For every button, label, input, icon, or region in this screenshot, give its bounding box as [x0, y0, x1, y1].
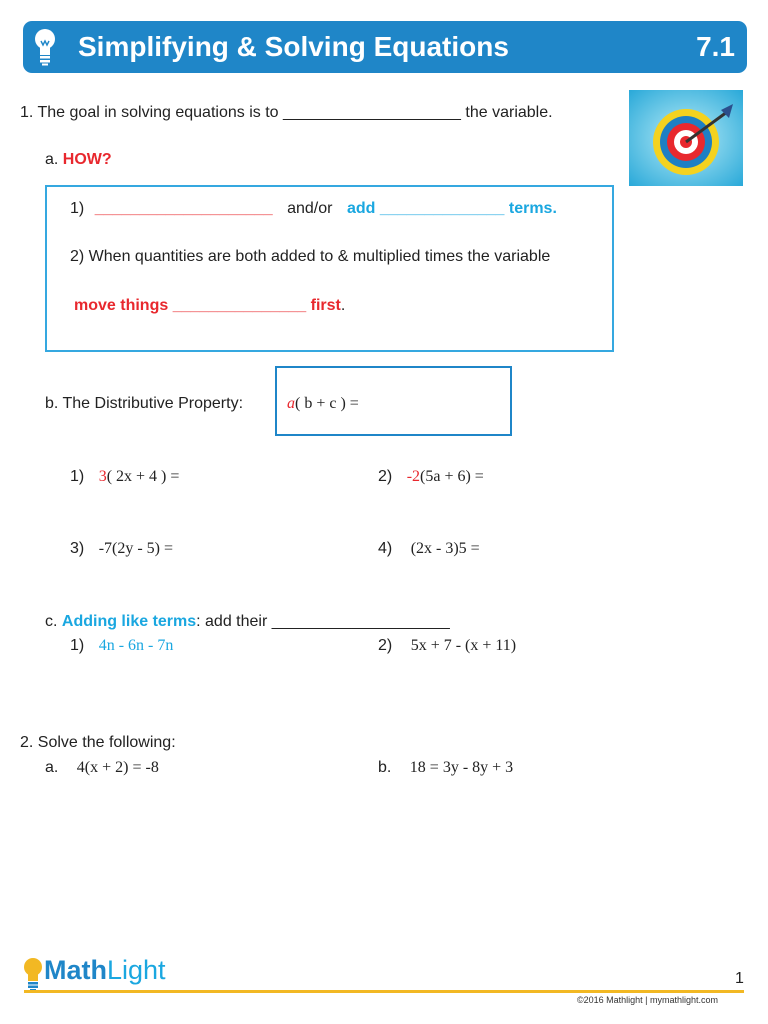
how-line-3-move: move things — [74, 297, 169, 314]
q1a-label: a. — [45, 151, 63, 168]
mathlight-logo — [44, 955, 166, 986]
page-number: 1 — [735, 970, 744, 987]
distributive-formula-rest: ( b + c ) = — [295, 395, 359, 412]
mathlight-logo-bulb-icon — [22, 957, 44, 991]
distributive-formula — [287, 395, 359, 413]
q1b-item-3-num: 3) — [70, 540, 85, 557]
q1a-row — [45, 151, 112, 169]
q1c-item-2 — [378, 637, 516, 655]
q1c-label: c. — [45, 613, 62, 630]
q1b-item-4-expr: (2x - 3)5 = — [410, 540, 480, 557]
target-image — [629, 90, 743, 186]
q1-prompt: 1. The goal in solving equations is to ____________________ the variable. — [20, 104, 553, 121]
q2-item-b — [378, 759, 513, 777]
q1b-item-2-rest: (5a + 6) = — [420, 468, 484, 485]
q1b-item-1 — [70, 468, 179, 486]
q1c-rest: : add their ____________________ — [196, 613, 450, 630]
how-line-3-period: . — [340, 297, 346, 314]
q1c-row — [45, 613, 450, 631]
section-number: 7.1 — [696, 31, 735, 62]
how-line-1-terms: terms. — [508, 200, 557, 217]
q2-prompt: 2. Solve the following: — [20, 734, 176, 751]
how-line-2: 2) When quantities are both added to & multiplied times the variable — [70, 248, 551, 265]
how-line-1 — [70, 200, 557, 218]
q1b-label: b. The Distributive Property: — [45, 395, 244, 412]
q2-item-a-label: a. — [45, 759, 59, 776]
q1c-item-2-expr: 5x + 7 - (x + 11) — [410, 637, 517, 654]
q1b-item-2-coef: -2 — [406, 468, 421, 485]
q1b-item-1-rest: ( 2x + 4 ) = — [106, 468, 180, 485]
q1b-item-4-num: 4) — [378, 540, 393, 557]
copyright: ©2016 Mathlight | mymathlight.com — [577, 995, 719, 1005]
q1c-item-1 — [70, 637, 173, 655]
lightbulb-icon — [33, 28, 57, 66]
q1c-item-1-num: 1) — [70, 637, 85, 654]
how-line-1-blank2: ______________ — [379, 200, 505, 217]
logo-light: Light — [107, 955, 166, 985]
q1b-item-2 — [378, 468, 484, 486]
q1a-how: HOW? — [62, 151, 112, 168]
q2-item-b-expr: 18 = 3y - 8y + 3 — [409, 759, 514, 776]
q2-item-b-label: b. — [378, 759, 392, 776]
q2-item-a — [45, 759, 159, 777]
q1b-item-1-num: 1) — [70, 468, 85, 485]
how-line-1-andor: and/or — [287, 200, 333, 217]
distributive-formula-a: a — [287, 395, 295, 412]
how-line-3-first: first — [310, 297, 341, 314]
footer-rule — [24, 990, 744, 993]
dart-target-icon — [629, 90, 743, 186]
q1b-item-1-coef: 3 — [98, 468, 107, 485]
q1b-item-4 — [378, 540, 480, 558]
q1c-adding: Adding like terms — [61, 613, 197, 630]
header-bar — [23, 21, 747, 73]
q2-item-a-expr: 4(x + 2) = -8 — [76, 759, 159, 776]
q1c-item-1-expr: 4n - 6n - 7n — [98, 637, 174, 654]
q1b-item-3 — [70, 540, 173, 558]
how-line-3 — [74, 297, 345, 315]
logo-math: Math — [44, 955, 107, 985]
q1b-item-3-expr: -7(2y - 5) = — [98, 540, 174, 557]
q1c-item-2-num: 2) — [378, 637, 393, 654]
how-line-1-add: add — [346, 200, 376, 217]
how-line-3-blank: _______________ — [172, 297, 307, 314]
how-line-1-num: 1) — [70, 200, 85, 217]
q1b-item-2-num: 2) — [378, 468, 393, 485]
how-line-1-blank: ____________________ — [94, 200, 273, 217]
page-title: Simplifying & Solving Equations — [78, 31, 509, 62]
